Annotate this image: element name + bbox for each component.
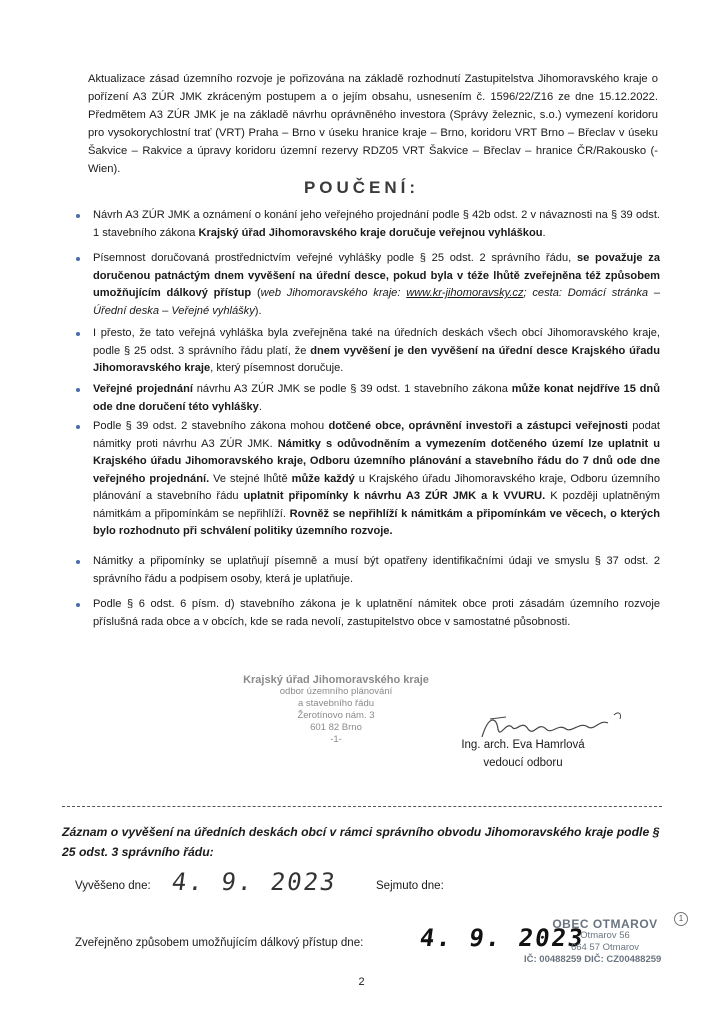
intro-paragraph: Aktualizace zásad územního rozvoje je pořizována na základě rozhodnutí Zastupitelstva Jihomoravského kraje o pořízení A3 ZÚR JMK zkráceným postupem a o jejím obsahu, usnesením č. 1596/22/Z16 ze dne 15.12.2022. Předmětem A3 ZÚR JMK je na základě návrhu oprávněného investora (Správy železnic, s.o.) vymezení koridoru pro vysokorychlostní trať (VRT) Praha – Brno v úseku hranice kraje – Brno, koridoru VRT Brno – Břeclav v úseku Šakvice – Rakvice a úpravy koridoru územní rezervy RDZ05 VRT Šakvice – Břeclav – hranice ČR/Rakousko (- Wien). <box>88 73 658 175</box>
italic-text: web Jihomoravského kraje: <box>260 287 407 299</box>
text: návrhu A3 ZÚR JMK se podle § 39 odst. 1 stavebního zákona <box>192 383 512 395</box>
text: , který písemnost doručuje. <box>210 362 344 374</box>
stamp-ids <box>510 954 700 966</box>
emphasis: Krajský úřad Jihomoravského kraje doručuje veřejnou vyhláškou <box>198 226 543 239</box>
emphasis: může každý <box>291 472 355 485</box>
emphasis: Veřejné projednání <box>93 383 193 395</box>
text: ). <box>254 304 262 317</box>
stamp-line: Otmarov 56 <box>580 930 630 941</box>
text: Podle § 39 odst. 2 stavebního zákona mohou <box>93 420 329 432</box>
emphasis: Námitky s odůvodněním a vymezením dotčeného území lze uplatnit u Krajského úřadu Jihomoravského kraje, Odboru územního plánování a stavebního řádu do 7 dnů ode dne veřejného projednání. <box>93 437 660 485</box>
notice-item-2 <box>76 250 660 320</box>
stamp-line: -1- <box>330 734 342 745</box>
section-divider <box>62 806 662 807</box>
page-number: 2 <box>358 976 365 988</box>
stamp-line: odbor územního plánování <box>279 686 393 697</box>
stamp-line: 664 57 Otmarov <box>570 942 640 953</box>
stamp-line: Žerotínovo nám. 3 <box>297 710 375 721</box>
stamp-ic: IČ: 00488259 <box>524 954 582 965</box>
posted-date-value: 4. 9. 2023 <box>170 868 339 896</box>
text: ( <box>251 287 261 299</box>
office-stamp <box>236 674 436 746</box>
notice-item-6: Námitky a připomínky se uplatňují písemně a musí být opatřeny identifikačními údaji ve smyslu § 37 odst. 2 správního řádu a podpisem osoby, která je uplatňuje. <box>76 553 660 588</box>
signatory-name: Ing. arch. Eva Hamrlová <box>461 739 585 751</box>
italic-text: ; cesta: Domácí stránka – Úřední deska – Veřejné vyhlášky <box>93 287 660 317</box>
text: I přesto, že tato veřejná vyhláška byla zveřejněna také na úředních deskách všech obcí Jihomoravského kraje, podle § 25 odst. 3 správního řádu platí, že <box>93 327 660 357</box>
emphasis: dnem vyvěšení je den vyvěšení na úřední desce Krajského úřadu Jihomoravského kraje <box>93 344 660 374</box>
notice-item-7: Podle § 6 odst. 6 písm. d) stavebního zákona je k uplatnění námitek obce proti zásadám územního rozvoje příslušná rada obce a v obcích, kde se rada nevolí, zastupitelstvo obce v samostatné působnosti. <box>76 596 660 631</box>
removed-date-label: Sejmuto dne: <box>376 880 444 892</box>
stamp-number-circle: 1 <box>674 912 688 926</box>
emphasis: uplatnit připomínky k návrhu A3 ZÚR JMK a k VVURU. <box>243 490 546 502</box>
posting-record-title: Záznam o vyvěšení na úředních deskách obcí v rámci správního obvodu Jihomoravského kraje podle § 25 odst. 3 správního řádu: <box>62 825 660 859</box>
text: K později uplatněným námitkám a připomínkám se nepřihlíží. <box>93 490 660 520</box>
text: Návrh A3 ZÚR JMK a oznámení o konání jeho veřejného projednání podle § 42b odst. 2 v návaznosti na § 39 odst. 1 stavebního zákona <box>93 209 660 239</box>
published-date-label: Zveřejněno způsobem umožňujícím dálkový přístup dne: <box>75 937 364 949</box>
text: Písemnost doručovaná prostřednictvím veřejné vyhlášky podle § 25 odst. 2 správního řádu, <box>93 252 577 264</box>
stamp-line: 601 82 Brno <box>310 722 362 733</box>
notice-heading: POUČENÍ: <box>303 178 420 197</box>
emphasis: se považuje za doručenou patnáctým dnem vyvěšení na úřední desce, pokud byla v téže lhůtě zveřejněna též způsobem umožňujícím dálkový přístup <box>93 252 660 299</box>
text: podat námitky proti návrhu A3 ZÚR JMK. <box>93 420 661 450</box>
website-link[interactable]: www.kr-jihomoravsky.cz <box>406 287 524 299</box>
published-date-value: 4. 9. 2023 <box>418 924 587 952</box>
municipality-name: OBEC OTMAROV <box>552 917 658 931</box>
stamp-title: Krajský úřad Jihomoravského kraje <box>243 674 429 686</box>
posted-date-label: Vyvěšeno dne: <box>75 880 151 892</box>
notice-item-3 <box>76 325 660 378</box>
text: . <box>542 226 546 239</box>
text: Ve stejné lhůtě <box>209 472 292 485</box>
signatory-role: vedoucí odboru <box>483 757 563 769</box>
emphasis: může konat nejdříve 15 dnů ode dne doručení této vyhlášky <box>93 383 660 413</box>
notice-item-1 <box>76 207 660 242</box>
emphasis: Rovněž se nepřihlíží k námitkám a připomínkám ve věcech, o kterých bylo rozhodnuto při schválení politiky územního rozvoje. <box>93 507 660 537</box>
text: u Krajského úřadu Jihomoravského kraje, Odboru územního plánování a stavebního řádu <box>93 472 660 502</box>
text: . <box>258 400 262 413</box>
emphasis: dotčené obce, oprávnění investoři a zástupci veřejnosti <box>328 420 628 432</box>
notice-item-4 <box>76 381 660 416</box>
municipality-stamp <box>510 918 700 966</box>
signatory-block <box>433 736 613 772</box>
stamp-line: a stavebního řádu <box>297 698 375 709</box>
stamp-dic: DIČ: CZ00488259 <box>584 954 662 965</box>
notice-item-5 <box>76 418 660 541</box>
